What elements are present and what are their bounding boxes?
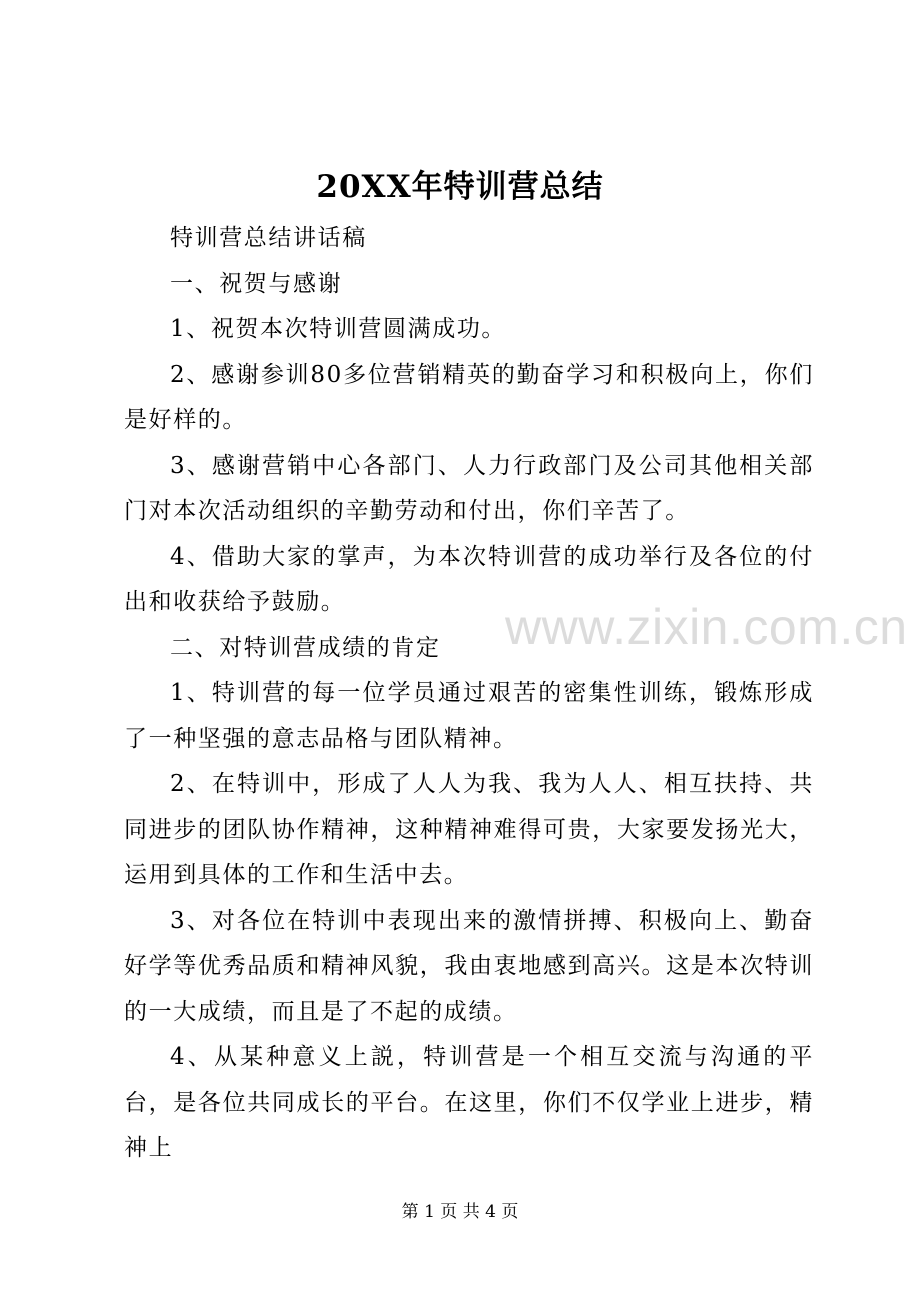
page-footer: 第 1 页 共 4 页: [401, 1202, 519, 1222]
paragraph-subtitle: 特训营总结讲话稿: [170, 225, 367, 251]
paragraph: 1、特训营的每一位学员通过艰苦的密集性训练，锻炼形成了一种坚强的意志品格与团队精神。: [124, 680, 814, 752]
document-body: [124, 216, 814, 1172]
section-heading-2: 二、对特训营成绩的肯定: [170, 634, 441, 661]
paragraph: 2、在特训中，形成了人人为我、我为人人、相互扶持、共同进步的团队协作精神，这种精神难得可贵，大家要发扬光大，运用到具体的工作和生活中去。: [124, 771, 814, 888]
watermark: www.zixin.com.cn: [505, 599, 908, 655]
section-heading-1: 一、祝贺与感谢: [170, 270, 343, 297]
paragraph: 3、感谢营销中心各部门、人力行政部门及公司其他相关部门对本次活动组织的辛勤劳动和付出，你们辛苦了。: [124, 452, 814, 524]
document-title: 20XX年特训营总结: [316, 169, 604, 205]
paragraph: 2、感谢参训80多位营销精英的勤奋学习和积极向上，你们是好样的。: [124, 361, 814, 433]
paragraph: 3、对各位在特训中表现出来的激情拼搏、积极向上、勤奋好学等优秀品质和精神风貌，我由衷地感到高兴。这是本次特训的一大成绩，而且是了不起的成绩。: [124, 907, 814, 1025]
paragraph: 1、祝贺本次特训营圆满成功。: [170, 316, 507, 342]
paragraph: 4、借助大家的掌声，为本次特训营的成功举行及各位的付出和收获给予鼓励。: [124, 543, 814, 615]
paragraph: 4、从某种意义上説，特训营是一个相互交流与沟通的平台，是各位共同成长的平台。在这里，你们不仅学业上进步，精神上: [124, 1044, 814, 1161]
